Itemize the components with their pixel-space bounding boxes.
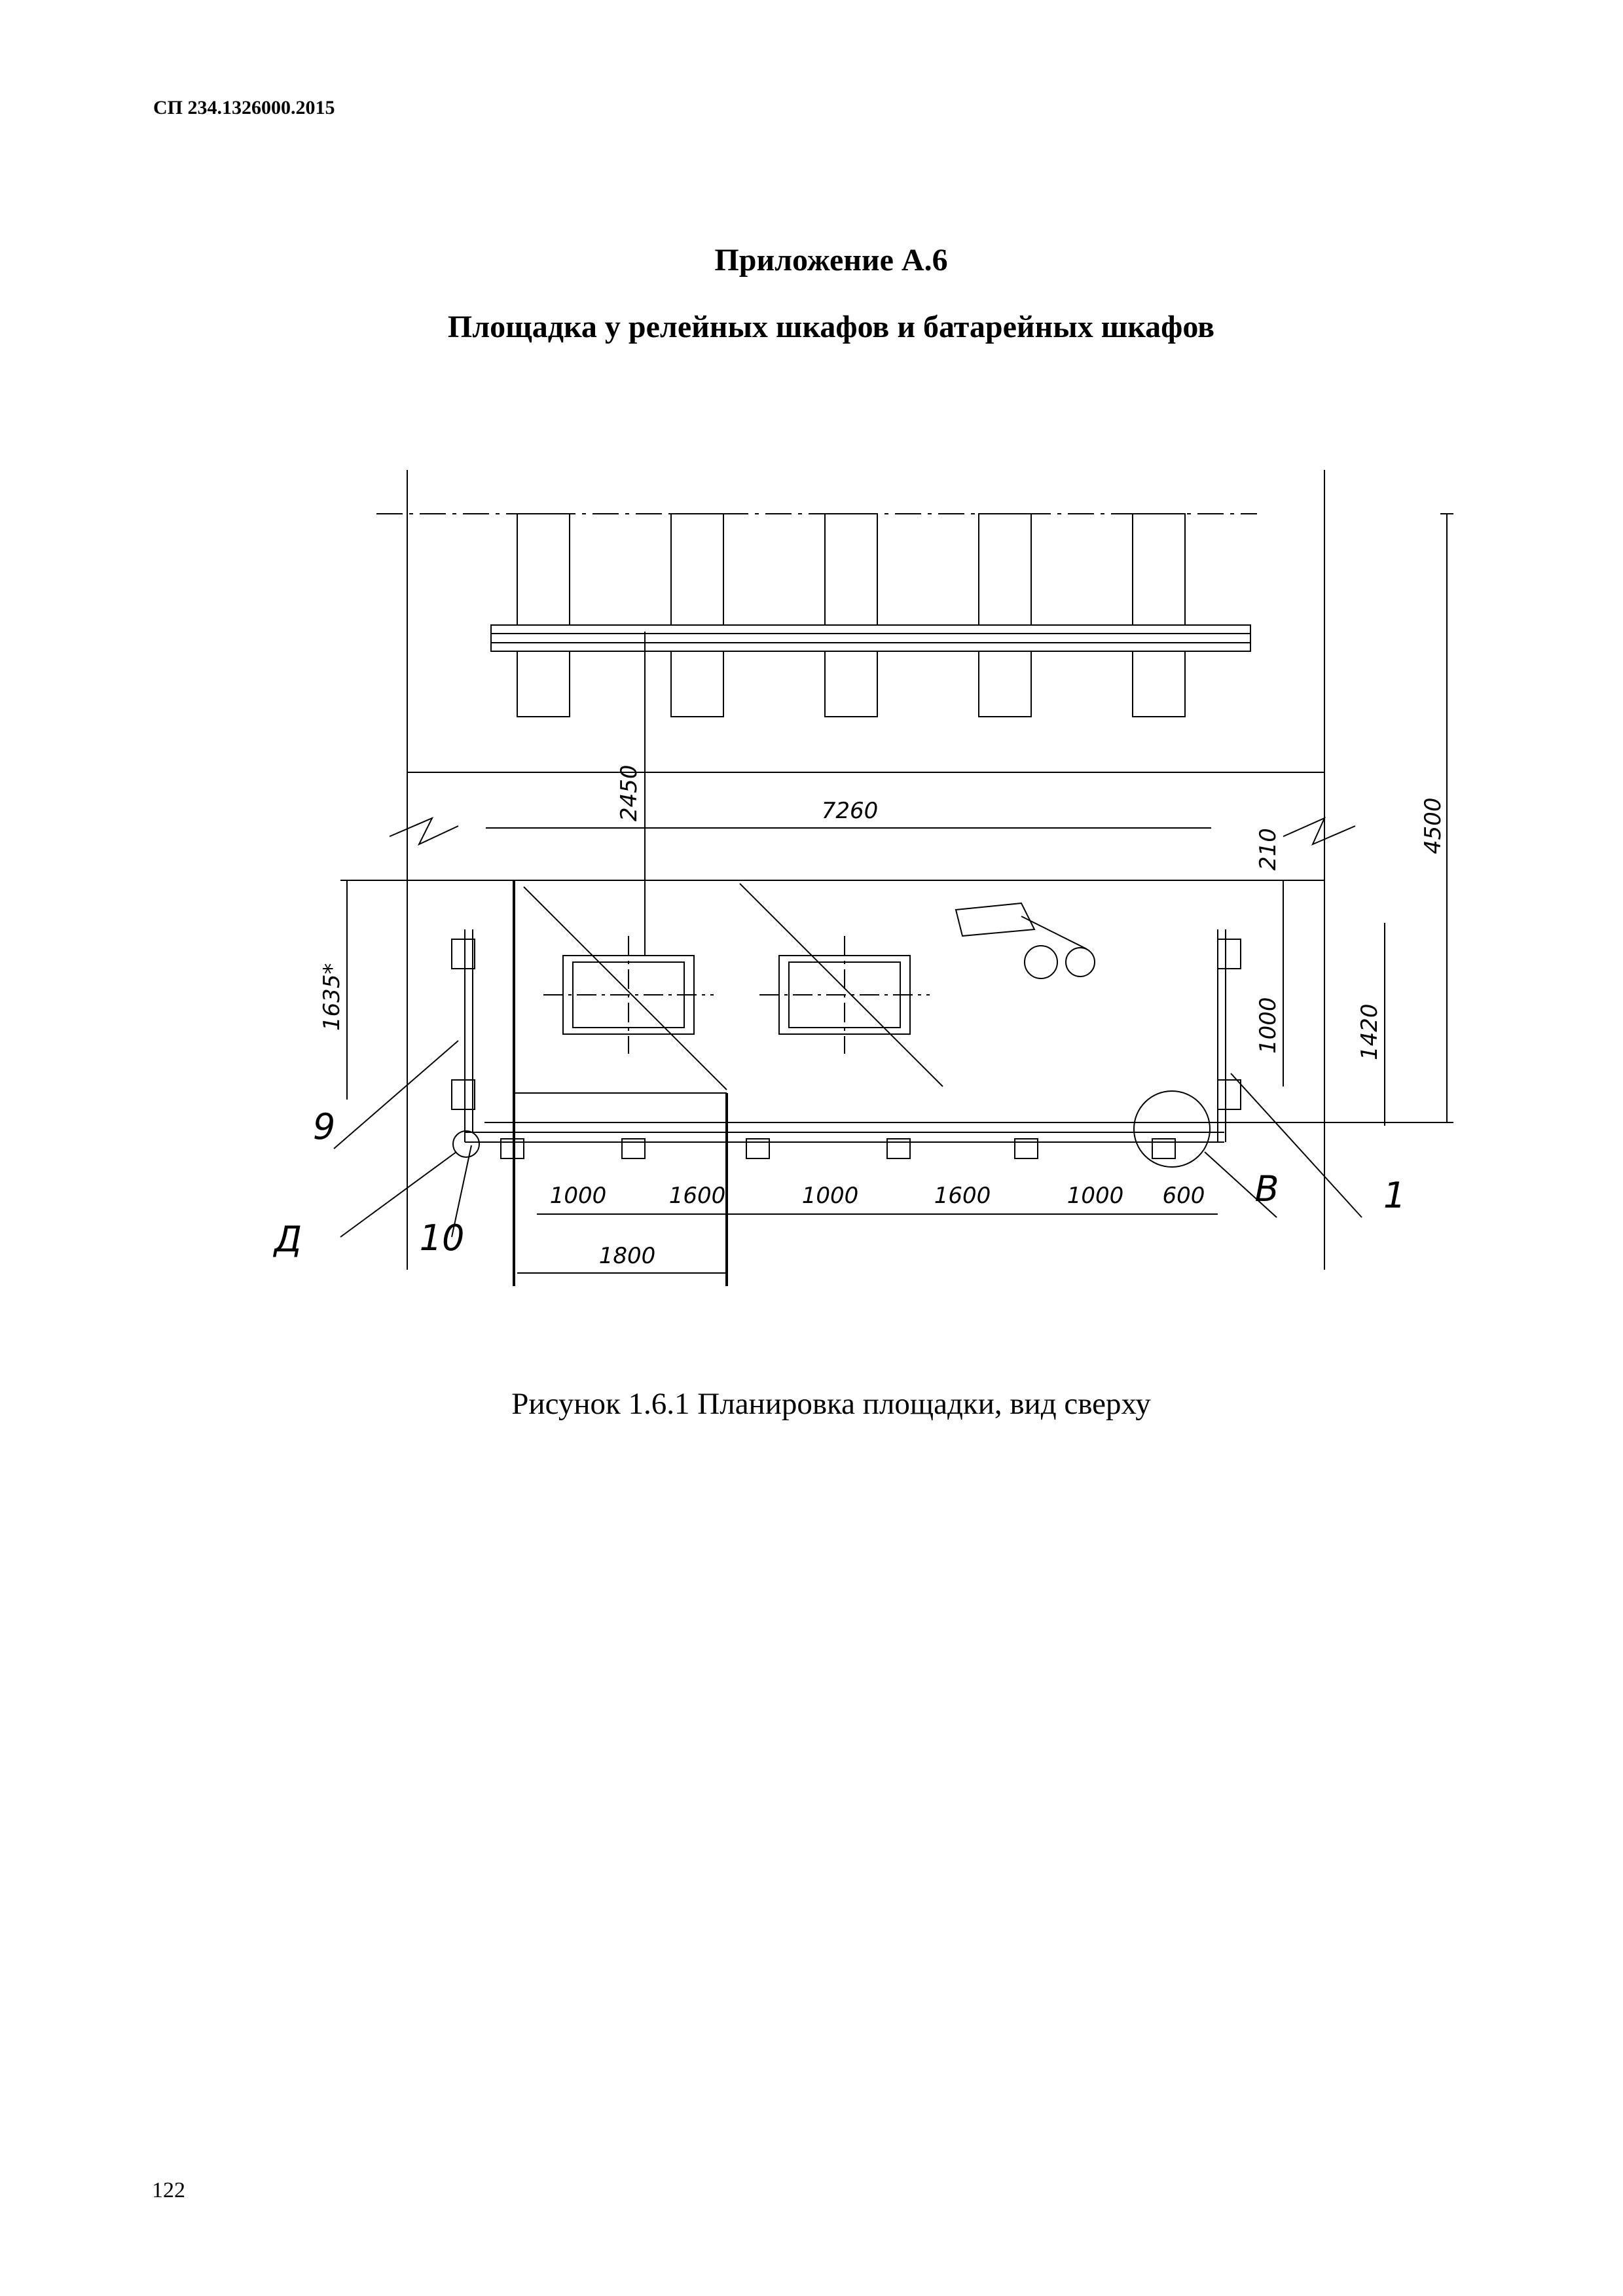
- callout-d: Д: [274, 1219, 302, 1260]
- appendix-subtitle: Площадка у релейных шкафов и батарейных шкафов: [447, 310, 1215, 344]
- dim-1420: 1420: [1357, 1003, 1383, 1060]
- dim-bottom-6: 600: [1162, 1183, 1205, 1209]
- callout-1: 1: [1383, 1175, 1406, 1216]
- dim-210: 210: [1255, 828, 1281, 870]
- dim-7260: 7260: [821, 798, 879, 824]
- appendix-title: Приложение А.6: [714, 243, 948, 278]
- dim-bottom-2: 1600: [668, 1183, 726, 1209]
- figure-caption: Рисунок 1.6.1 Планировка площадки, вид сверху: [511, 1387, 1151, 1421]
- dim-bottom-5: 1000: [1067, 1183, 1124, 1209]
- dim-1000-right: 1000: [1255, 997, 1281, 1054]
- page-number: 122: [152, 2178, 185, 2202]
- callout-10: 10: [419, 1217, 465, 1259]
- dim-1800: 1800: [598, 1243, 656, 1269]
- dim-1635: 1635*: [319, 963, 345, 1031]
- dim-bottom-3: 1000: [801, 1183, 859, 1209]
- dim-bottom-1: 1000: [549, 1183, 607, 1209]
- sleepers: [517, 514, 1185, 717]
- dim-bottom-4: 1600: [934, 1183, 991, 1209]
- document-code: СП 234.1326000.2015: [153, 97, 335, 118]
- dim-4500: 4500: [1420, 797, 1446, 854]
- callout-v: В: [1254, 1168, 1279, 1210]
- callout-9: 9: [312, 1106, 336, 1147]
- dim-2450: 2450: [616, 764, 642, 821]
